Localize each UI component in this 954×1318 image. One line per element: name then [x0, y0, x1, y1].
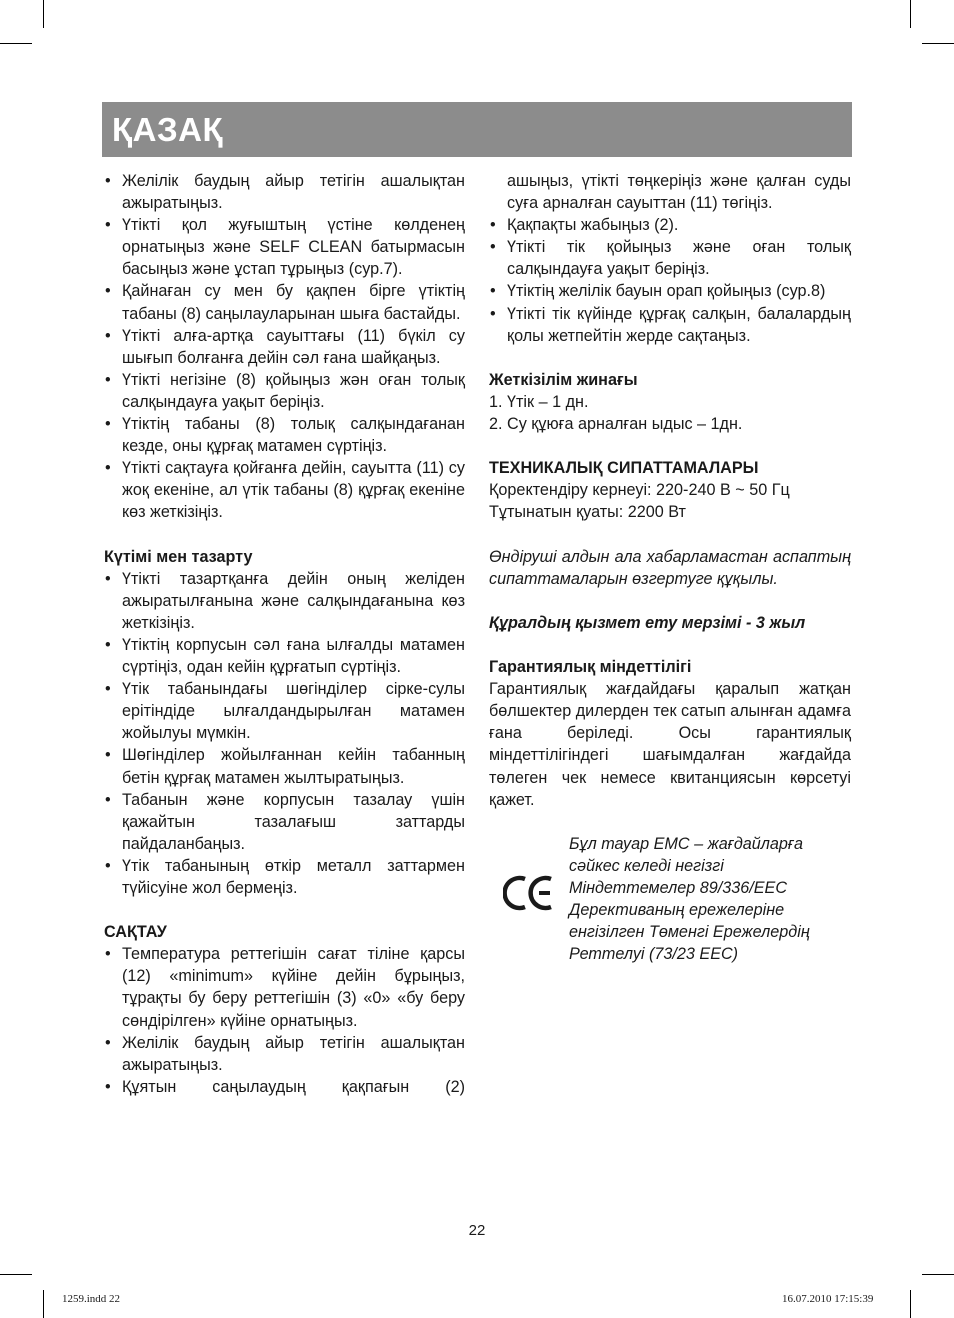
print-slug-date: 16.07.2010 17:15:39: [782, 1293, 874, 1305]
tech-voltage: Қоректендіру кернеуі: 220-240 В ~ 50 Гц: [489, 481, 790, 500]
list-item: • Үтікті алға-артқа сауыттағы (11) бүкіл су шығып болғанға дейін сәл ғана шайқаңыз.: [104, 325, 465, 369]
list-item: • Құятын саңылаудың қақпағын (2): [104, 1076, 465, 1098]
storage-list: [104, 943, 465, 1098]
crop-mark: [910, 1290, 911, 1318]
list-item: • Үтікті тазартқанға дейін оның желіден ажыратылғанына және салқындағанына көз жеткізіңіз.: [104, 568, 465, 634]
page-number: 22: [468, 1222, 486, 1239]
crop-mark: [0, 1274, 32, 1275]
list-item: • Үтікті сақтауға қойғанға дейін, сауытта (11) су жоқ екеніне, ал үтік табаны (8) құрғақ екеніне көз жеткізіңіз.: [104, 457, 465, 523]
list-item: • Қақпақты жабыңыз (2).: [489, 214, 851, 236]
page-title: ҚАЗАҚ: [112, 111, 224, 148]
list-item: • Шөгінділер жойылғаннан кейін табанның бетін құрғақ матамен жылтыратыңыз.: [104, 744, 465, 788]
warranty-text: Гарантиялық жағдайдағы қаралып жатқан бөлшектер дилерден тек сатып алынған адамға ғана беріледі. Осы гарантиялық міндеттілігіндегі шағымдалған жағдайда төлеген чек немесе квитанциясын көрсетуі қажет.: [489, 680, 851, 809]
list-item: • Температура реттегішін сағат тіліне қарсы (12) «minimum» күйіне дейін бұрыңыз, тұрақты бу беру реттегішін (3) «0» «бу беру сөндірілген» күйіне орнатыңыз.: [104, 943, 465, 1031]
list-item: • Үтіктің желілік бауын орап қойыңыз (сур.8): [489, 280, 851, 302]
tech-heading: ТЕХНИКАЛЫҚ СИПАТТАМАЛАРЫ: [489, 459, 759, 478]
list-item: • Табанын және корпусын тазалау үшін қажайтын тазалағыш заттарды пайдаланбаңыз.: [104, 789, 465, 855]
storage-heading: САҚТАУ: [104, 923, 167, 942]
section-banner: [102, 102, 852, 157]
crop-mark: [922, 43, 954, 44]
list-item: • Үтікті негізіне (8) қойыңыз жән оған толық салқындауға уақыт беріңіз.: [104, 369, 465, 413]
crop-mark: [43, 0, 44, 28]
list-item: • Үтікті тік қойыңыз және оған толық салқындауға уақыт беріңіз.: [489, 236, 851, 280]
print-slug-file: 1259.indd 22: [62, 1293, 121, 1305]
service-life: Құралдың қызмет ету мерзімі - 3 жыл: [489, 613, 806, 632]
list-item: 1. Үтік – 1 дн.: [489, 392, 589, 411]
list-item: • Желілік баудың айыр тетігін ашалықтан ажыратыңыз.: [104, 170, 465, 214]
ce-mark-icon: [503, 873, 555, 913]
cleaning-steps-list: [104, 170, 465, 524]
list-item: • Үтік табанындағы шөгінділер сірке-сулы ерітіндіде ылғалдандырылған матамен жойылуы мүмкін.: [104, 678, 465, 744]
manufacturer-note: Өндіруші алдын ала хабарламастан аспаптың сипаттамаларын өзгертуге құқылы.: [489, 547, 851, 588]
crop-mark: [43, 1290, 44, 1318]
crop-mark: [0, 43, 32, 44]
ce-line: сәйкес келеді негізгі: [569, 856, 724, 875]
list-item: 2. Су құюға арналған ыдыс – 1дн.: [489, 415, 743, 434]
ce-line: Бұл тауар ЕМС – жағдайларға: [569, 834, 804, 853]
tech-power: Тұтынатын қуаты: 2200 Вт: [489, 503, 686, 522]
ce-statement: [569, 833, 851, 966]
care-list: [104, 568, 465, 899]
crop-mark: [922, 1274, 954, 1275]
ce-compliance: [489, 833, 851, 963]
list-item: • Қайнаған су мен бу қақпен бірге үтіктің табаны (8) саңылауларынан шыға бастайды.: [104, 280, 465, 324]
ce-line: Реттелуі (73/23 ЕЕС): [569, 945, 739, 964]
right-column: [489, 170, 851, 963]
ce-line: Дерективаның ережелеріне: [569, 901, 785, 919]
list-item: • Үтіктің корпусын сәл ғана ылғалды матамен сүртіңіз, одан кейін құрғатып сүртіңіз.: [104, 634, 465, 678]
care-heading: Күтімі мен тазарту: [104, 547, 253, 566]
list-item: • Үтік табанының өткір металл заттармен түйісуіне жол бермеңіз.: [104, 855, 465, 899]
storage-list-continued: [489, 214, 851, 347]
ce-line: Міндеттемелер 89/336/ЕЕС: [569, 878, 788, 897]
list-item: • Желілік баудың айыр тетігін ашалықтан ажыратыңыз.: [104, 1032, 465, 1076]
storage-continuation: ашыңыз, үтікті төңкеріңіз және қалған суды суға арналған сауыттан (11) төгіңіз.: [507, 172, 851, 213]
kit-list: [489, 391, 851, 435]
left-column: [104, 170, 465, 1098]
crop-mark: [910, 0, 911, 28]
kit-heading: Жеткізілім жинағы: [489, 370, 638, 389]
ce-line: енгізілген Төменгі Ережелердің: [569, 923, 810, 942]
warranty-heading: Гарантиялық міндеттілігі: [489, 658, 692, 677]
list-item: • Үтіктің табаны (8) толық салқындағанан кезде, оны құрғақ матамен сүртіңіз.: [104, 413, 465, 457]
list-item: • Үтікті қол жуғыштың үстіне көлденең орнатыңыз және SELF CLEAN батырмасын басыңыз және ұстап тұрыңыз (сур.7).: [104, 214, 465, 280]
list-item: • Үтікті тік күйінде құрғақ салқын, балалардың қолы жетпейтін жерде сақтаңыз.: [489, 303, 851, 347]
